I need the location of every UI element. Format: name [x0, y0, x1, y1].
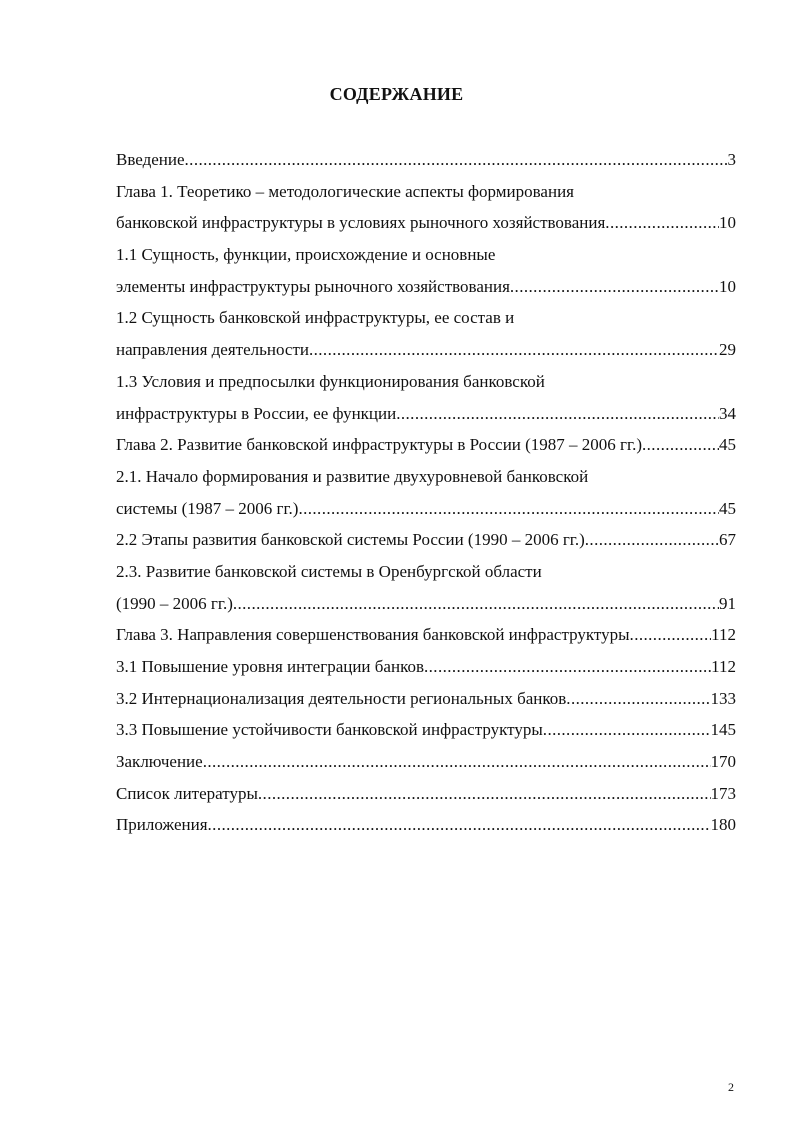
toc-entry-text: банковской инфраструктуры в условиях рыночного хозяйствования [116, 213, 606, 233]
toc-line [116, 809, 736, 841]
dot-leader [233, 588, 719, 620]
toc-entry-text: 3.1 Повышение уровня интеграции банков [116, 657, 424, 676]
toc-line [116, 302, 736, 334]
toc-line [116, 271, 736, 303]
toc-entry-text: 3.3 Повышение устойчивости банковской инфраструктуры [116, 720, 543, 740]
toc-entry-text: Список литературы [116, 783, 258, 803]
toc-page-number: 91 [719, 593, 736, 613]
toc-entry-text: Приложения [116, 815, 208, 835]
toc-line [116, 746, 736, 778]
toc-line [116, 619, 736, 651]
toc-line [116, 144, 736, 176]
toc-line [116, 461, 736, 493]
page-title: СОДЕРЖАНИЕ [329, 84, 464, 104]
toc-line [116, 588, 736, 620]
toc-page-number: 112 [711, 625, 736, 645]
toc-line [116, 429, 736, 461]
toc-line [116, 683, 736, 715]
toc-entry-text: инфраструктуры в России, ее функции [116, 403, 397, 423]
dot-leader [208, 809, 711, 841]
dot-leader [630, 619, 712, 651]
toc-entry-text: Заключение [116, 752, 203, 772]
toc-line [116, 207, 736, 239]
toc-entry-text: 1.2 Сущность банковской инфраструктуры, ее состав и [116, 308, 515, 328]
dot-leader [424, 651, 711, 683]
toc-page-number: 180 [710, 815, 736, 835]
toc-line [116, 714, 736, 746]
toc-line [116, 239, 736, 271]
dot-leader [258, 778, 711, 810]
dot-leader [585, 524, 719, 556]
toc-entry-text: Глава 1. Теоретико – методологические аспекты формирования [116, 181, 574, 201]
toc-line [116, 334, 736, 366]
toc-line [116, 366, 736, 398]
toc-page-number: 173 [710, 783, 736, 803]
toc-line [116, 524, 736, 556]
toc-page-number: 45 [719, 435, 736, 455]
dot-leader [396, 398, 719, 430]
toc-page-number: 45 [719, 498, 736, 518]
toc-page-number: 29 [719, 340, 736, 360]
toc-page-number: 34 [719, 403, 736, 423]
dot-leader [309, 334, 719, 366]
toc-line [116, 493, 736, 525]
toc-entry-text: элементы инфраструктуры рыночного хозяйствования [116, 276, 510, 296]
toc-page-number: 10 [719, 276, 736, 296]
dot-leader [510, 271, 719, 303]
toc-entry-text: (1990 – 2006 гг.) [116, 593, 233, 613]
toc-entry-text: 1.1 Сущность, функции, происхождение и основные [116, 245, 496, 265]
toc-entry-text: направления деятельности [116, 340, 309, 360]
toc-entry-text: Введение [116, 150, 185, 169]
toc-entry-text: 2.1. Начало формирования и развитие двухуровневой банковской [116, 466, 589, 486]
toc-line [116, 176, 736, 208]
dot-leader [605, 207, 719, 239]
toc-page-number: 67 [719, 530, 736, 550]
toc-entry-text: Глава 3. Направления совершенствования банковской инфраструктуры [116, 625, 630, 645]
toc-entry-text: Глава 2. Развитие банковской инфраструктуры в России (1987 – 2006 гг.) [116, 435, 642, 455]
toc-line [116, 651, 736, 683]
dot-leader [543, 714, 711, 746]
dot-leader [185, 144, 728, 176]
dot-leader [642, 429, 719, 461]
page-number: 2 [728, 1080, 734, 1094]
toc-page-number: 3 [727, 150, 736, 169]
dot-leader [298, 493, 719, 525]
toc-entry-text: 2.3. Развитие банковской системы в Оренбургской области [116, 561, 542, 581]
toc-entry-text: 3.2 Интернационализация деятельности региональных банков [116, 688, 567, 708]
toc-page-number: 170 [710, 752, 736, 772]
toc-entry-text: системы (1987 – 2006 гг.) [116, 498, 299, 518]
toc-page-number: 145 [710, 720, 736, 740]
toc-page-number: 133 [710, 688, 736, 708]
toc-line [116, 556, 736, 588]
table-of-contents [116, 144, 736, 841]
toc-page-number: 10 [719, 213, 736, 233]
dot-leader [203, 746, 711, 778]
toc-line [116, 778, 736, 810]
toc-line [116, 398, 736, 430]
dot-leader [566, 683, 710, 715]
toc-entry-text: 1.3 Условия и предпосылки функционирования банковской [116, 371, 545, 391]
toc-page-number: 112 [711, 657, 736, 676]
toc-entry-text: 2.2 Этапы развития банковской системы России (1990 – 2006 гг.) [116, 530, 585, 550]
